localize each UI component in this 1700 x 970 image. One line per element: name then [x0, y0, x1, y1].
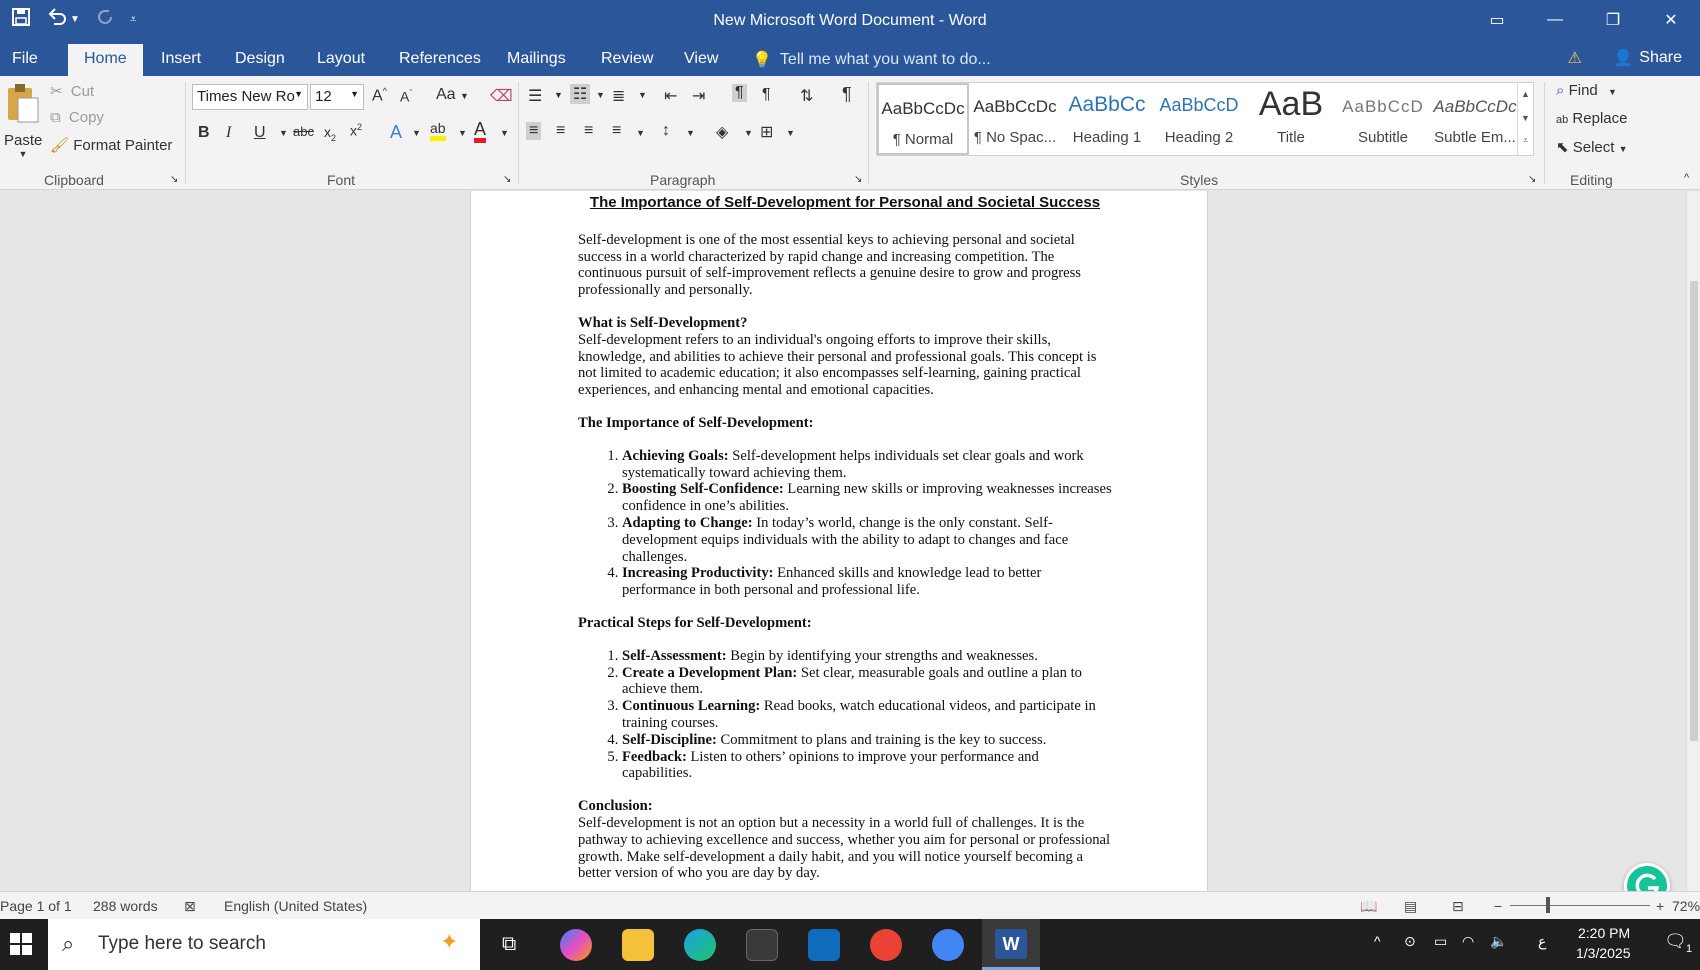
chevron-down-icon: ▼	[294, 89, 303, 99]
copy-button[interactable]	[50, 109, 104, 126]
item-term: Increasing Productivity:	[622, 565, 774, 582]
windows-start-icon[interactable]	[10, 933, 32, 960]
style-normal[interactable]	[877, 83, 969, 155]
numbering-dropdown-icon[interactable]: ▼	[596, 90, 605, 100]
task-view-icon[interactable]: ⧉	[502, 933, 517, 955]
language-status[interactable]: English (United States)	[224, 898, 368, 914]
list-item	[622, 515, 1112, 565]
taskbar-search-box[interactable]	[48, 919, 480, 970]
clipboard-launcher-icon[interactable]: ↘	[170, 174, 179, 185]
style-preview: AaBbCcDc	[881, 99, 965, 118]
status-bar	[0, 891, 1700, 919]
input-language[interactable]: ع	[1538, 933, 1547, 949]
highlight-icon[interactable]: ab	[430, 120, 446, 141]
item-term: Achieving Goals:	[622, 447, 729, 464]
zoom-out-icon[interactable]: −	[1494, 898, 1503, 914]
style-preview: AaBbCcDc	[1433, 97, 1517, 116]
divider	[185, 82, 186, 184]
item-text: Self-development helps individuals set clear goals and work systematically toward achieving them.	[622, 447, 1084, 481]
document-title: The Importance of Self-Development for Personal and Societal Success	[589, 194, 1101, 211]
paste-button[interactable]	[4, 82, 42, 168]
strikethrough-icon[interactable]: abc	[293, 124, 314, 139]
item-text: Learning new skills or improving weaknesses increases confidence in one’s abilities.	[622, 481, 1112, 515]
bullets-icon[interactable]: ☰	[528, 88, 543, 105]
share-label: Share	[1639, 49, 1682, 66]
section-heading: What is Self-Development?	[578, 314, 748, 331]
search-placeholder: Type here to search	[98, 933, 266, 954]
bold-icon[interactable]: B	[198, 124, 210, 141]
paintbrush-icon: 🖌	[50, 137, 70, 154]
text-effects-dropdown-icon[interactable]: ▼	[412, 128, 421, 138]
steps-list	[578, 648, 1112, 782]
style-heading-2[interactable]	[1153, 83, 1245, 155]
style-name: Subtitle	[1357, 129, 1409, 146]
divider	[1544, 82, 1545, 184]
person-icon: 👤	[1613, 50, 1634, 67]
paste-icon	[4, 82, 40, 126]
style-name: Heading 1	[1072, 129, 1142, 146]
grow-font-icon[interactable]: A^	[372, 86, 387, 105]
vertical-scrollbar[interactable]	[1686, 191, 1700, 891]
styles-scroll-up-icon[interactable]: ▲	[1521, 89, 1530, 99]
font-name-field[interactable]	[192, 84, 308, 110]
item-term: Self-Assessment:	[622, 647, 727, 664]
outlook-icon[interactable]	[808, 929, 840, 961]
font-group-label: Font	[327, 172, 356, 188]
styles-launcher-icon[interactable]: ↘	[1528, 174, 1537, 185]
rtl-direction-icon[interactable]: ¶	[762, 86, 771, 103]
font-size-field[interactable]	[310, 84, 364, 110]
style-preview: AaBbCcD	[1159, 95, 1239, 115]
search-icon: ⌕	[62, 931, 75, 956]
volume-icon[interactable]: 🔈	[1490, 933, 1508, 949]
body-paragraph: Self-development refers to an individual's ongoing efforts to improve their skills, knowledge, and abilities to achieve their personal and professional goals. This concept is not limited to academic education; it also encompasses self-learning, gaining practical experiences, and enhancing mental and emotional capacities.	[578, 331, 1097, 399]
sort-icon[interactable]: ⇅	[800, 88, 814, 105]
list-item	[622, 648, 1112, 665]
notifications-icon[interactable]: 🗨	[1664, 931, 1687, 951]
shading-icon[interactable]: ◈	[716, 124, 729, 141]
borders-icon[interactable]: ⊞	[760, 124, 774, 141]
justify-icon[interactable]: ≡	[612, 122, 622, 139]
align-right-icon[interactable]: ≡	[584, 122, 594, 139]
replace-label: Replace	[1572, 110, 1628, 127]
multilevel-dropdown-icon[interactable]: ▼	[638, 90, 647, 100]
change-case-label: Aa	[436, 86, 456, 103]
superscript-icon[interactable]: $x^2$	[350, 122, 363, 139]
chevron-down-icon: ▼	[350, 89, 359, 99]
underline-icon[interactable]: U	[254, 124, 266, 141]
format-painter-label: Format Painter	[73, 137, 173, 154]
clock-date[interactable]: 1/3/2025	[1576, 945, 1631, 961]
item-text: Set clear, measurable goals and outline a plan to achieve them.	[622, 664, 1082, 698]
title-bar	[0, 0, 1700, 40]
customize-qat-icon[interactable]: ⩡	[129, 12, 137, 26]
zoom-slider-thumb[interactable]	[1546, 897, 1550, 913]
tab-file[interactable]: File	[12, 50, 38, 67]
list-item	[622, 732, 1112, 749]
list-item	[622, 698, 1112, 732]
file-explorer-icon[interactable]	[622, 929, 654, 961]
tab-mailings[interactable]: Mailings	[507, 50, 566, 67]
section-heading: Practical Steps for Self-Development:	[578, 614, 812, 631]
print-layout-icon[interactable]: ▤	[1404, 898, 1418, 914]
battery-icon[interactable]: ▭	[1434, 933, 1448, 949]
style-name: Subtle Em...	[1434, 129, 1516, 146]
paragraph-group-label: Paragraph	[650, 172, 716, 188]
document-workspace	[0, 191, 1686, 891]
meet-now-icon[interactable]: ⊙	[1404, 933, 1416, 949]
share-button[interactable]	[1613, 48, 1682, 68]
styles-more-icon[interactable]: ⩡	[1522, 135, 1529, 145]
find-button[interactable]	[1556, 82, 1617, 99]
subscript-icon[interactable]: $x_2$	[324, 124, 337, 143]
increase-indent-icon[interactable]: ⇥	[692, 88, 706, 105]
clear-formatting-icon[interactable]: ⌫	[490, 88, 513, 105]
item-text: Enhanced skills and knowledge lead to better performance in both personal and professional life.	[622, 565, 1042, 599]
list-item	[622, 448, 1112, 482]
chevron-down-icon: ▼	[1607, 87, 1617, 97]
style-preview: AaBbCc	[1068, 93, 1146, 116]
select-label: Select	[1572, 139, 1615, 156]
style-no-spacing[interactable]	[969, 83, 1061, 155]
numbering-icon[interactable]: ☷	[570, 84, 590, 104]
item-term: Create a Development Plan:	[622, 664, 798, 681]
sparkle-icon: ✦	[440, 929, 459, 954]
notification-count: 1	[1686, 943, 1693, 955]
tab-view[interactable]: View	[684, 50, 719, 67]
minimize-button[interactable]: —	[1547, 11, 1563, 28]
divider	[868, 82, 869, 184]
restore-button[interactable]: ❐	[1605, 12, 1621, 29]
ribbon-tabs	[0, 40, 1700, 76]
document-body[interactable]	[578, 195, 1112, 891]
bullets-dropdown-icon[interactable]: ▼	[554, 90, 563, 100]
list-item	[622, 565, 1112, 599]
collapse-ribbon-icon[interactable]: ^	[1684, 172, 1690, 184]
font-color-icon[interactable]: A	[474, 120, 486, 143]
format-painter-button[interactable]	[50, 136, 172, 154]
conclusion-paragraph: Self-development is not an option but a necessity in a world full of challenges. It is the pathway to achieving excellence and success, whether you aim for personal or professional growth. Make self-development a daily habit, and you will notice yourself becoming a better version of who you are day by day.	[578, 814, 1111, 882]
list-item	[622, 749, 1112, 783]
line-spacing-icon[interactable]: ↕	[662, 122, 670, 139]
tab-design[interactable]: Design	[235, 50, 285, 67]
ribbon	[0, 76, 1700, 190]
cut-label: Cut	[70, 83, 95, 100]
word-icon: W	[995, 929, 1027, 959]
paste-label: Paste	[4, 132, 43, 149]
tab-insert[interactable]: Insert	[161, 50, 202, 67]
copy-icon: ⧉	[50, 109, 61, 126]
style-name: ¶ No Spac...	[973, 129, 1057, 146]
chevron-up-icon[interactable]: ^	[1374, 933, 1381, 949]
web-layout-icon[interactable]: ⊟	[1452, 898, 1464, 914]
tab-layout[interactable]: Layout	[317, 50, 366, 67]
chevron-down-icon: ▼	[1618, 144, 1628, 154]
word-count[interactable]: 288 words	[93, 898, 158, 914]
styles-scroll-down-icon[interactable]: ▼	[1521, 113, 1530, 123]
read-mode-icon[interactable]: 📖	[1360, 898, 1378, 914]
font-launcher-icon[interactable]: ↘	[503, 174, 512, 185]
tab-review[interactable]: Review	[601, 50, 654, 67]
zoom-in-icon[interactable]: +	[1656, 898, 1665, 914]
chrome-profile-icon[interactable]	[932, 929, 964, 961]
clipboard-group-label: Clipboard	[44, 172, 104, 188]
tell-me-text: Tell me what you want to do...	[779, 51, 991, 68]
window-title: New Microsoft Word Document - Word	[713, 12, 987, 29]
style-preview: AaBbCcDc	[973, 97, 1057, 116]
edge-icon[interactable]	[684, 929, 716, 961]
proofing-icon[interactable]: ⊠	[184, 898, 196, 914]
item-text: Commitment to plans and training is the key to success.	[716, 731, 1047, 748]
highlight-dropdown-icon[interactable]: ▼	[458, 128, 467, 138]
item-term: Adapting to Change:	[622, 514, 753, 531]
taskbar	[0, 919, 1700, 970]
item-term: Continuous Learning:	[622, 698, 761, 715]
section-heading: The Importance of Self-Development:	[578, 414, 814, 431]
chrome-icon[interactable]	[870, 929, 902, 961]
item-term: Self-Discipline:	[622, 731, 717, 748]
replace-button[interactable]	[1556, 110, 1627, 127]
section-heading: Conclusion:	[578, 798, 653, 815]
style-name: Title	[1277, 129, 1305, 146]
copilot-icon[interactable]	[560, 929, 592, 961]
style-subtle-emphasis[interactable]	[1429, 83, 1521, 155]
importance-list	[578, 448, 1112, 599]
style-heading-1[interactable]	[1061, 83, 1153, 155]
document-page[interactable]	[470, 191, 1208, 891]
align-dropdown-icon[interactable]: ▼	[636, 128, 645, 138]
lightbulb-icon: 💡	[752, 52, 772, 69]
styles-group-label: Styles	[1180, 172, 1219, 188]
scissors-icon: ✂	[50, 83, 63, 100]
ribbon-display-options-icon[interactable]: ▭	[1489, 12, 1505, 29]
paste-dropdown-icon: ▼	[18, 149, 28, 159]
borders-dropdown-icon[interactable]: ▼	[786, 128, 795, 138]
copy-label: Copy	[68, 109, 104, 126]
undo-dropdown-icon[interactable]: ▼	[70, 14, 80, 25]
tell-me-box[interactable]	[752, 50, 991, 70]
show-formatting-marks-icon[interactable]: ¶	[842, 84, 852, 104]
align-left-icon[interactable]: ≡	[526, 122, 541, 140]
warning-icon[interactable]: ⚠	[1567, 50, 1582, 67]
find-label: Find	[1568, 82, 1598, 99]
style-name: ¶ Normal	[892, 131, 954, 148]
tab-home[interactable]: Home	[68, 44, 143, 76]
style-subtitle[interactable]	[1337, 83, 1429, 155]
zoom-level[interactable]: 72%	[1672, 898, 1700, 914]
align-center-icon[interactable]: ≡	[556, 122, 566, 139]
divider	[518, 82, 519, 184]
font-name-value: Times New Ro	[197, 88, 295, 105]
cut-button[interactable]	[50, 82, 94, 100]
ltr-direction-icon[interactable]: ¶	[732, 84, 747, 102]
change-case-button[interactable]: Aa ▼	[436, 86, 469, 103]
decrease-indent-icon[interactable]: ⇤	[664, 88, 678, 105]
underline-dropdown-icon[interactable]: ▼	[279, 128, 288, 138]
page-count[interactable]: Page 1 of 1	[0, 898, 72, 914]
clock-time[interactable]: 2:20 PM	[1578, 925, 1631, 941]
paragraph-launcher-icon[interactable]: ↘	[854, 174, 863, 185]
editing-group-label: Editing	[1570, 172, 1613, 188]
item-term: Feedback:	[622, 748, 687, 765]
word-taskbar-button[interactable]	[982, 919, 1040, 970]
list-item	[622, 481, 1112, 515]
select-button[interactable]	[1556, 138, 1628, 156]
text-effects-icon[interactable]: A	[390, 122, 403, 142]
close-button[interactable]: ✕	[1664, 12, 1678, 29]
multilevel-list-icon[interactable]: ≣	[612, 88, 626, 105]
wifi-icon[interactable]: ◠	[1462, 933, 1475, 949]
style-title[interactable]	[1245, 83, 1337, 155]
shrink-font-icon[interactable]: $A^ˇ$	[400, 88, 413, 105]
search-icon: ⌕	[1556, 82, 1565, 99]
scrollbar-thumb[interactable]	[1690, 281, 1698, 741]
font-color-dropdown-icon[interactable]: ▼	[500, 128, 509, 138]
styles-gallery	[876, 82, 1534, 156]
list-item	[622, 665, 1112, 699]
style-preview: AaBbCcD	[1342, 97, 1424, 116]
style-name: Heading 2	[1164, 129, 1234, 146]
item-text: In today’s world, change is the only constant. Self-development equips individuals with the ability to adapt to changes and face challenges.	[622, 514, 1069, 565]
shading-dropdown-icon[interactable]: ▼	[744, 128, 753, 138]
cursor-icon: ⬉	[1556, 139, 1569, 156]
item-text: Read books, watch educational videos, and participate in training courses.	[622, 698, 1096, 731]
item-text: Begin by identifying your strengths and weaknesses.	[726, 647, 1038, 664]
zoom-slider[interactable]	[1510, 905, 1650, 906]
font-size-value: 12	[315, 88, 332, 105]
line-spacing-dropdown-icon[interactable]: ▼	[686, 128, 695, 138]
intro-paragraph: Self-development is one of the most essential keys to achieving personal and societal success in a world characterized by rapid change and increasing competition. The continuous pursuit of self-improvement reflects a genuine desire to grow and progress professionally and personally.	[578, 231, 1081, 299]
style-preview: AaB	[1258, 85, 1324, 123]
replace-icon: ab	[1556, 114, 1569, 126]
store-icon[interactable]	[746, 929, 778, 961]
item-text: Listen to others’ opinions to improve your performance and capabilities.	[622, 748, 1039, 782]
tab-references[interactable]: References	[399, 50, 481, 67]
italic-icon[interactable]: I	[226, 124, 232, 141]
item-term: Boosting Self-Confidence:	[622, 481, 784, 498]
